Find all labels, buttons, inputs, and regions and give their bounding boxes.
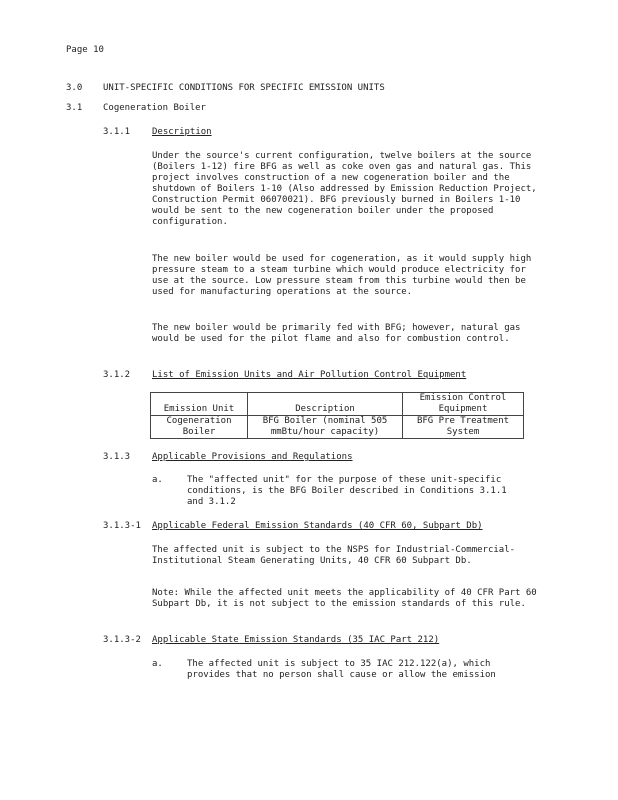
table-header-cell: Emission Control Equipment: [403, 393, 524, 416]
condition-title: Applicable State Emission Standards (35 IAC Part 212): [152, 635, 440, 645]
condition-number: 3.1.3-1: [103, 521, 141, 531]
list-item-text: The "affected unit" for the purpose of these unit-specific conditions, is the BFG Boiler described in Conditions 3.1.1 and 3.1.2: [187, 475, 507, 507]
list-item-text: The affected unit is subject to 35 IAC 212.122(a), which provides that no person shall cause or allow the emission: [187, 659, 496, 680]
page-number: Page 10: [66, 45, 104, 55]
condition-number: 3.1.2: [103, 370, 131, 380]
condition-number: 3.1.3: [103, 452, 131, 462]
federal-standards-paragraph: The affected unit is subject to the NSPS for Industrial-Commercial-Institutional Steam Generating Units, 40 CFR 60 Subpart Db.: [152, 545, 516, 566]
table-header-row: [151, 393, 524, 416]
section-number: 3.0: [66, 83, 83, 93]
description-paragraph-3: The new boiler would be primarily fed with BFG; however, natural gas would be used for the pilot flame and also for combustion control.: [152, 323, 521, 344]
table-row: [151, 416, 524, 439]
condition-title: Applicable Provisions and Regulations: [152, 452, 353, 462]
section-title: UNIT-SPECIFIC CONDITIONS FOR SPECIFIC EMISSION UNITS: [103, 83, 385, 93]
table-header-cell: Emission Unit: [151, 393, 248, 416]
table-cell: Cogeneration Boiler: [151, 416, 248, 439]
condition-title: Applicable Federal Emission Standards (40 CFR 60, Subpart Db): [152, 521, 483, 531]
table-cell: BFG Boiler (nominal 505 mmBtu/hour capacity): [248, 416, 403, 439]
condition-number: 3.1.3-2: [103, 635, 141, 645]
description-paragraph-1: Under the source's current configuration, twelve boilers at the source (Boilers 1-12) fire BFG as well as coke oven gas and natural gas. This project involves construction of a new cogeneration boiler and the shutdown of Boilers 1-10 (Also addressed by Emission Reduction Project, Construction Permit 06070021). BFG previously burned in Boilers 1-10 would be sent to the new cogeneration boiler under the proposed configuration.: [152, 151, 537, 227]
subsection-number: 3.1: [66, 103, 83, 113]
description-paragraph-2: The new boiler would be used for cogeneration, as it would supply high pressure steam to a steam turbine which would produce electricity for use at the source. Low pressure steam from this turbine would then be used for manufacturing operations at the source.: [152, 254, 532, 297]
subsection-title: Cogeneration Boiler: [103, 103, 206, 113]
list-item-label: a.: [152, 475, 163, 485]
condition-title: List of Emission Units and Air Pollution Control Equipment: [152, 370, 467, 380]
table-header-cell: Description: [248, 393, 403, 416]
emission-units-table: [150, 392, 524, 439]
condition-number: 3.1.1: [103, 127, 131, 137]
federal-standards-note: Note: While the affected unit meets the applicability of 40 CFR Part 60 Subpart Db, it is not subject to the emission standards of this rule.: [152, 588, 537, 609]
table-cell: BFG Pre Treatment System: [403, 416, 524, 439]
list-item-label: a.: [152, 659, 163, 669]
condition-title: Description: [152, 127, 212, 137]
